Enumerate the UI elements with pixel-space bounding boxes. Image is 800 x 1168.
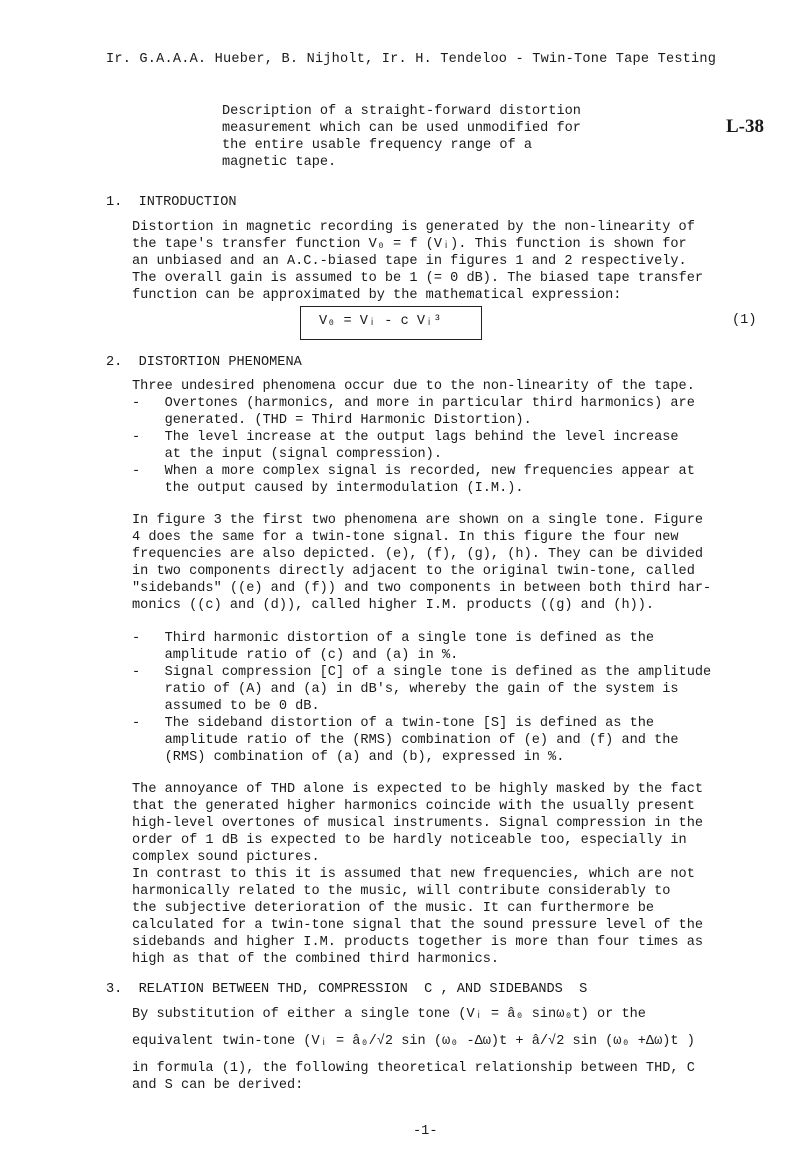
s2-para2-line: the subjective deterioration of the music. It can furthermore be (132, 901, 655, 916)
s2-def-line: - Signal compression [C] of a single tone is defined as the amplitude (132, 665, 712, 680)
s2-para2-line: In contrast to this it is assumed that new frequencies, which are not (132, 867, 695, 882)
page-number: -1- (413, 1124, 438, 1139)
s2-para2-line: calculated for a twin-tone signal that the sound pressure level of the (132, 918, 704, 933)
abstract-line: magnetic tape. (222, 155, 337, 170)
equation-box (300, 306, 482, 340)
s2-para2-line: complex sound pictures. (132, 850, 320, 865)
s2-def-line: - Third harmonic distortion of a single tone is defined as the (132, 631, 655, 646)
s3-line: equivalent twin-tone (Vᵢ = â₀/√2 sin (ω₀ -Δω)t + â/√2 sin (ω₀ +Δω)t ) (132, 1034, 695, 1049)
s2-bullet-line: - The level increase at the output lags behind the level increase (132, 430, 679, 445)
s2-def-line: - The sideband distortion of a twin-tone [S] is defined as the (132, 716, 655, 731)
s2-para2-line: The annoyance of THD alone is expected to be highly masked by the fact (132, 782, 704, 797)
equation: V₀ = Vᵢ - c Vᵢ³ (319, 314, 442, 329)
s2-bullet-line: at the input (signal compression). (132, 447, 442, 462)
s2-def-line: assumed to be 0 dB. (132, 699, 320, 714)
abstract (222, 103, 581, 178)
s2-para2-line: that the generated higher harmonics coincide with the usually present (132, 799, 695, 814)
paper-code: L-38 (726, 116, 764, 137)
s3-line: and S can be derived: (132, 1078, 304, 1093)
running-header: Ir. G.A.A.A. Hueber, B. Nijholt, Ir. H. Tendeloo - Twin-Tone Tape Testing (106, 52, 717, 67)
abstract-line: Description of a straight-forward distortion (222, 104, 581, 119)
s1-line: Distortion in magnetic recording is generated by the non-linearity of (132, 220, 695, 235)
s2-para2-line: order of 1 dB is expected to be hardly noticeable too, especially in (132, 833, 687, 848)
s2-para-line: monics ((c) and (d)), called higher I.M. products ((g) and (h)). (132, 598, 655, 613)
equation-number: (1) (732, 313, 757, 328)
abstract-line: the entire usable frequency range of a (222, 138, 532, 153)
s2-para2-line: sidebands and higher I.M. products together is more than four times as (132, 935, 704, 950)
s2-def-line: amplitude ratio of (c) and (a) in %. (132, 648, 459, 663)
s2-def-line: ratio of (A) and (a) in dB's, whereby the gain of the system is (132, 682, 679, 697)
s2-para-line: "sidebands" ((e) and (f)) and two components in between both third har- (132, 581, 712, 596)
s2-def-line: amplitude ratio of the (RMS) combination of (e) and (f) and the (132, 733, 679, 748)
s2-para-line: in two components directly adjacent to the original twin-tone, called (132, 564, 695, 579)
s1-line: The overall gain is assumed to be 1 (= 0 dB). The biased tape transfer (132, 271, 704, 286)
s2-bullet-line: the output caused by intermodulation (I.M.). (132, 481, 524, 496)
s2-para2-line: high as that of the combined third harmonics. (132, 952, 500, 967)
s1-line: an unbiased and an A.C.-biased tape in figures 1 and 2 respectively. (132, 254, 687, 269)
s2-para-line: 4 does the same for a twin-tone signal. In this figure the four new (132, 530, 679, 545)
section-3-title: 3. RELATION BETWEEN THD, COMPRESSION C , AND SIDEBANDS S (106, 982, 588, 997)
s1-line: function can be approximated by the mathematical expression: (132, 288, 622, 303)
section-1-title: 1. INTRODUCTION (106, 195, 237, 210)
s2-para2-line: high-level overtones of musical instruments. Signal compression in the (132, 816, 704, 831)
s2-para-line: In figure 3 the first two phenomena are shown on a single tone. Figure (132, 513, 704, 528)
s2-para-line: frequencies are also depicted. (e), (f), (g), (h). They can be divided (132, 547, 704, 562)
s2-bullet-line: - Overtones (harmonics, and more in particular third harmonics) are (132, 396, 695, 411)
s2-def-line: (RMS) combination of (a) and (b), expressed in %. (132, 750, 565, 765)
s2-bullet-line: - When a more complex signal is recorded, new frequencies appear at (132, 464, 695, 479)
s3-line: in formula (1), the following theoretical relationship between THD, C (132, 1061, 695, 1076)
s3-line: By substitution of either a single tone (Vᵢ = â₀ sinω₀t) or the (132, 1007, 646, 1022)
section-2-title: 2. DISTORTION PHENOMENA (106, 355, 302, 370)
s1-line: the tape's transfer function V₀ = f (Vᵢ). This function is shown for (132, 237, 687, 252)
abstract-line: measurement which can be used unmodified for (222, 121, 581, 136)
s2-intro: Three undesired phenomena occur due to the non-linearity of the tape. (132, 379, 695, 394)
s2-para2-line: harmonically related to the music, will contribute considerably to (132, 884, 671, 899)
s2-bullet-line: generated. (THD = Third Harmonic Distortion). (132, 413, 532, 428)
